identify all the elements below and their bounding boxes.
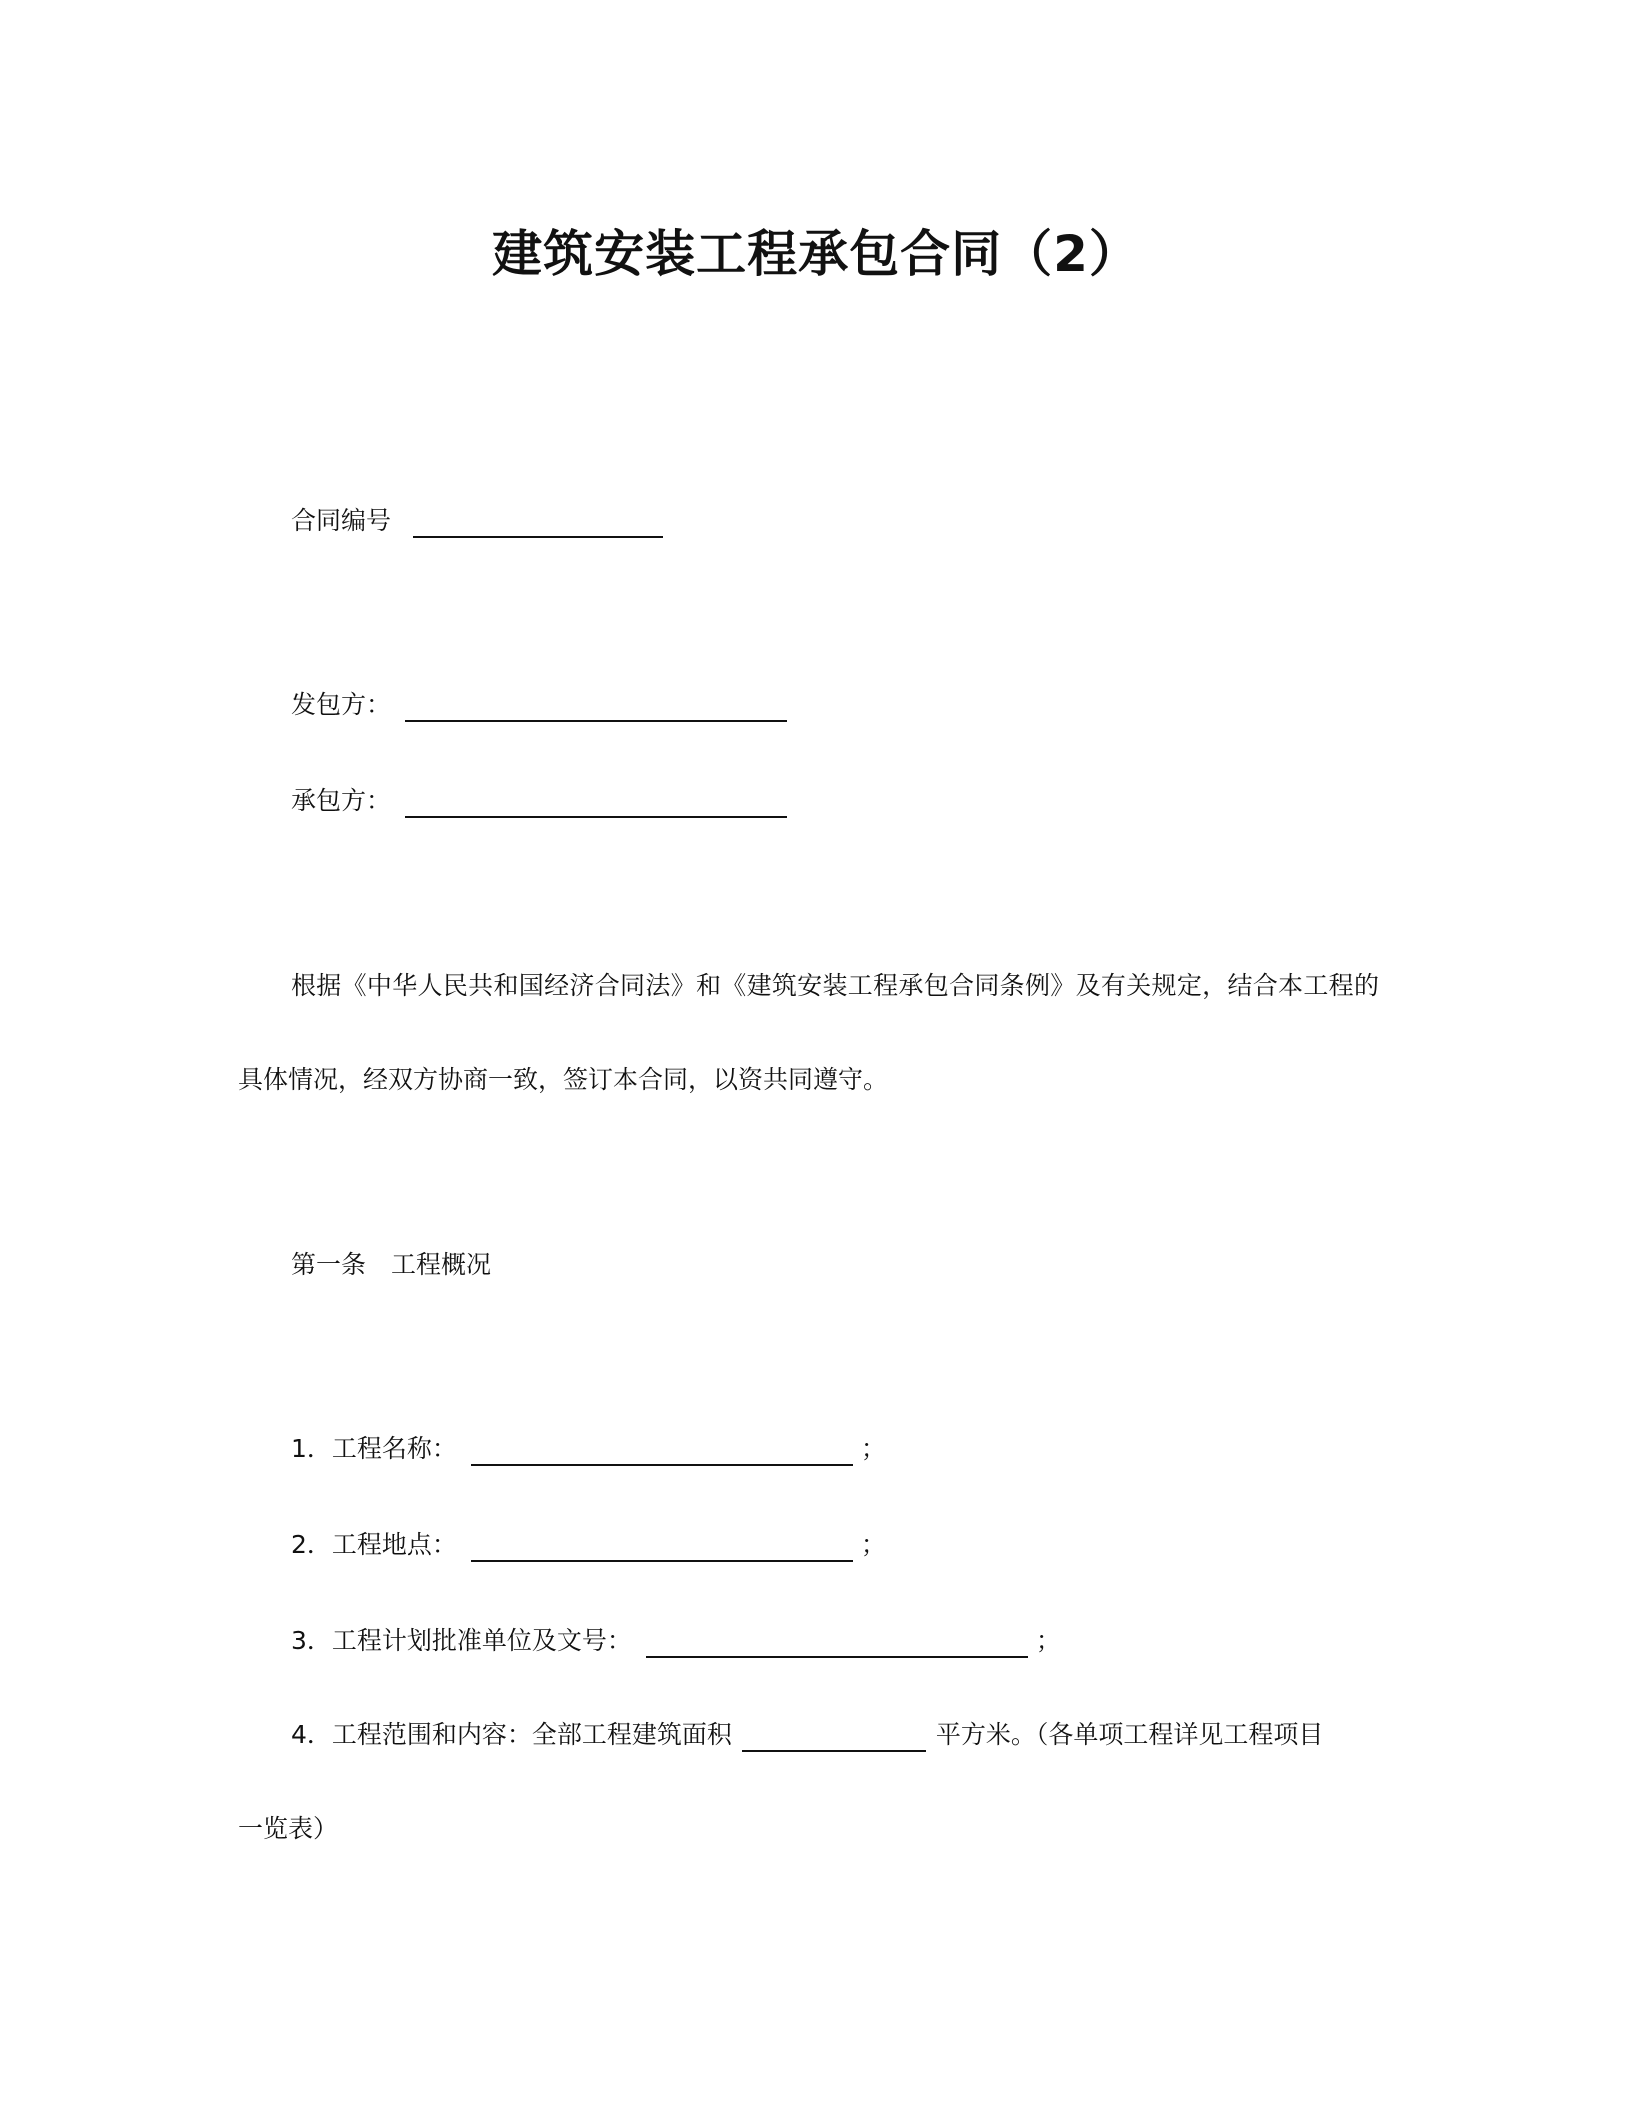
party-b-row: [291, 784, 787, 818]
approval-semicolon: ；: [1035, 1626, 1061, 1655]
scope-suffix: 平方米。（各单项工程详见工程项目: [935, 1720, 1324, 1749]
approval-label: 3．工程计划批准单位及文号：: [291, 1626, 632, 1655]
building-area-blank[interactable]: [742, 1722, 926, 1752]
party-b-label: 承包方：: [291, 786, 392, 815]
project-location-blank[interactable]: [471, 1532, 853, 1562]
scope-row: [291, 1718, 1323, 1752]
scope-continuation: 一览表）: [238, 1814, 339, 1843]
project-name-semicolon: ；: [860, 1434, 886, 1463]
project-location-semicolon: ；: [860, 1530, 886, 1559]
project-location-row: [291, 1528, 886, 1562]
contract-number-row: [291, 504, 663, 538]
party-a-blank[interactable]: [405, 692, 787, 722]
document-title: 建筑安装工程承包合同（2）: [492, 225, 1140, 283]
contract-number-label: 合同编号: [291, 506, 392, 535]
party-a-label: 发包方：: [291, 690, 392, 719]
contract-number-blank[interactable]: [413, 508, 663, 538]
project-name-blank[interactable]: [471, 1436, 853, 1466]
party-b-blank[interactable]: [405, 788, 787, 818]
project-name-row: [291, 1432, 886, 1466]
article-1-heading: 第一条 工程概况: [291, 1250, 492, 1279]
approval-blank[interactable]: [646, 1628, 1028, 1658]
scope-prefix: 4．工程范围和内容：全部工程建筑面积: [291, 1720, 732, 1749]
approval-row: [291, 1624, 1061, 1658]
project-name-label: 1．工程名称：: [291, 1434, 457, 1463]
preamble-paragraph: 根据《中华人民共和国经济合同法》和《建筑安装工程承包合同条例》及有关规定，结合本工程的具体情况，经双方协商一致，签订本合同，以资共同遵守。: [238, 971, 1379, 1094]
party-a-row: [291, 688, 787, 722]
project-location-label: 2．工程地点：: [291, 1530, 457, 1559]
